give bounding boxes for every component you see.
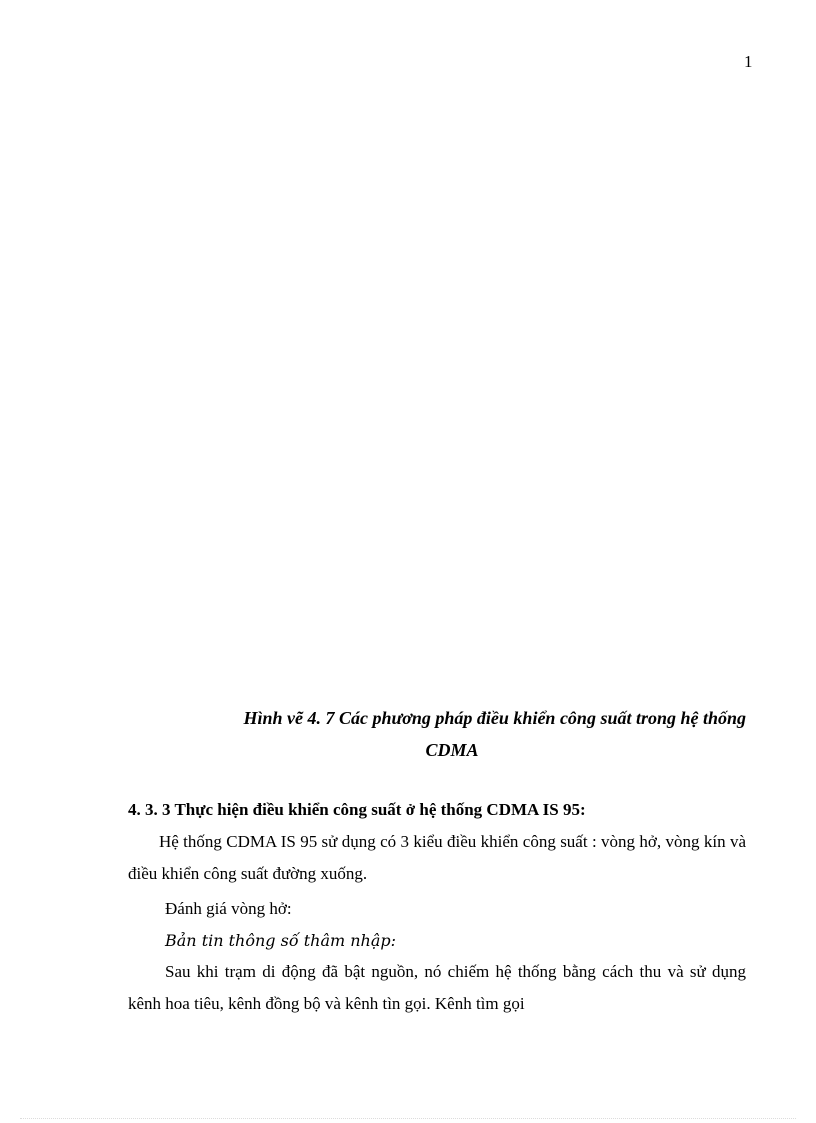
figure-caption-line-1: Hình vẽ 4. 7 Các phương pháp điều khiển công suất trong hệ thống: [243, 708, 746, 728]
figure-caption-line-2: CDMA: [425, 740, 479, 760]
paragraph-open-loop-estimate: Đánh giá vòng hở:: [165, 899, 292, 918]
paragraph-mobile-acquisition: Sau khi trạm di động đã bật nguồn, nó chiếm hệ thống bằng cách thu và sử dụng kênh hoa tiêu, kênh đồng bộ và kênh tìn gọi. Kênh tìm gọi: [128, 962, 746, 1013]
section-heading: 4. 3. 3 Thực hiện điều khiển công suất ở hệ thống CDMA IS 95:: [128, 800, 586, 819]
page-number: 1: [744, 52, 753, 71]
paragraph-access-parameters: Bản tin thông số thâm nhập:: [165, 931, 397, 950]
paragraph-power-control-types: Hệ thống CDMA IS 95 sử dụng có 3 kiểu điều khiển công suất : vòng hở, vòng kín và điều khiển công suất đường xuống.: [128, 832, 746, 883]
figure-area: [128, 90, 746, 690]
page-bottom-divider: [20, 1118, 796, 1119]
figure-caption: [128, 702, 746, 766]
